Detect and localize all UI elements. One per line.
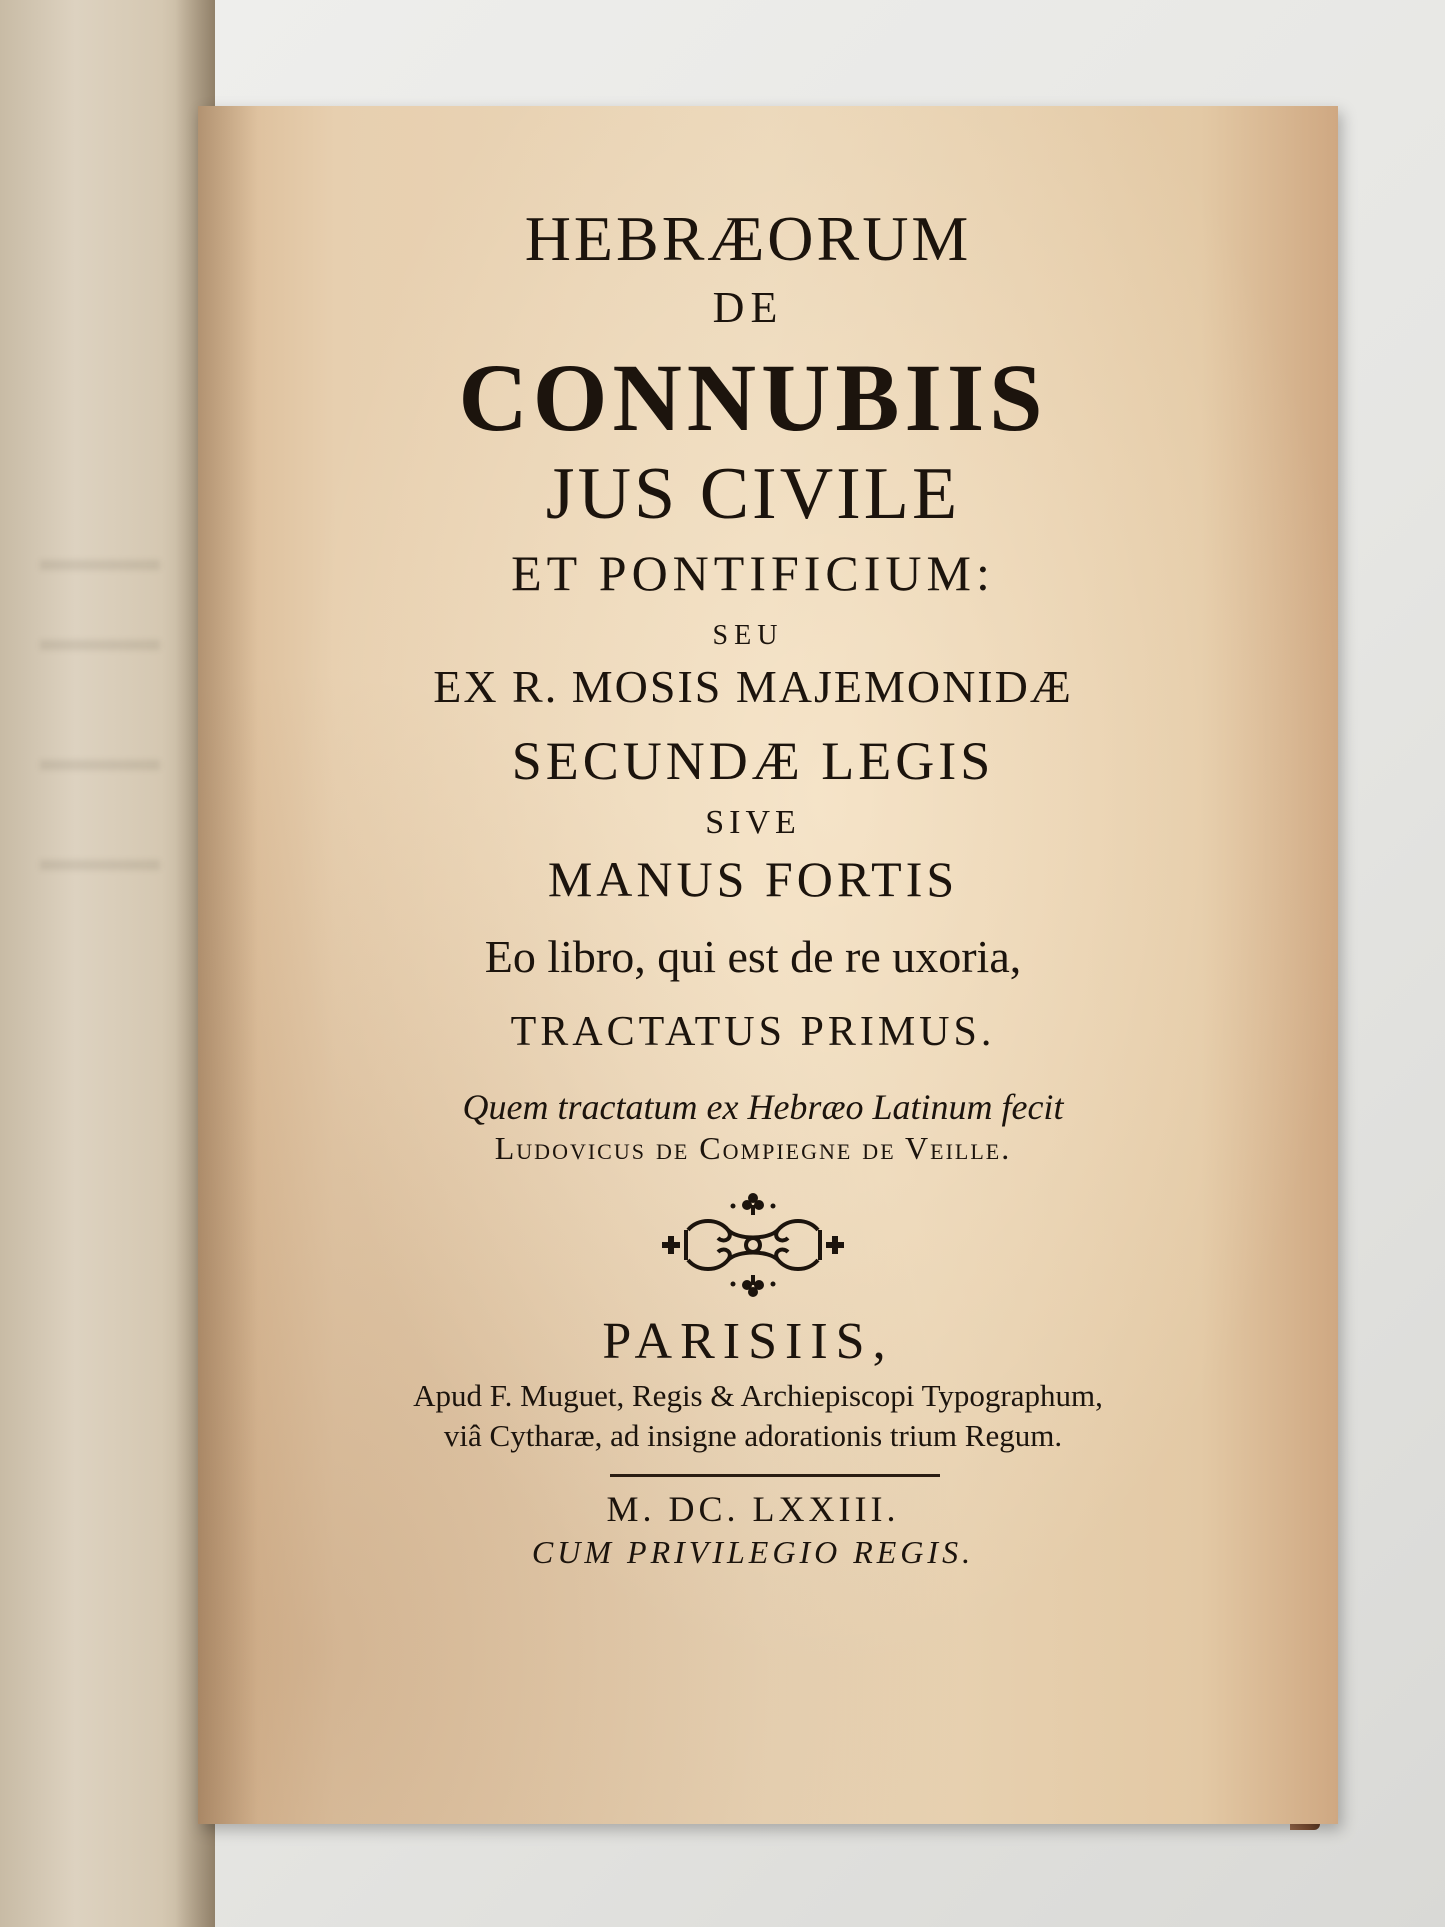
privilege-line: CUM PRIVILEGIO REGIS. <box>531 1534 975 1570</box>
imprint-printer-line: Apud F. Muguet, Regis & Archiepiscopi Typographum, <box>413 1378 1103 1413</box>
title-line-seu: SEU <box>712 620 784 651</box>
title-line-de: DE <box>712 283 784 332</box>
imprint-place: PARISIIS, <box>602 1313 894 1370</box>
title-line-et-pontificium: ET PONTIFICIUM: <box>511 545 995 601</box>
imprint-address-line: viâ Cytharæ, ad insigne adorationis trium Regum. <box>443 1418 1063 1453</box>
show-through-mark <box>40 640 160 650</box>
title-line-secundae-legis: SECUNDÆ LEGIS <box>511 731 995 791</box>
title-line-manus-fortis: MANUS FORTIS <box>547 851 959 907</box>
translator-name: Ludovicus de Compiegne de Veille. <box>494 1130 1012 1166</box>
show-through-mark <box>40 860 160 870</box>
show-through-mark <box>40 560 160 570</box>
title-line-jus-civile: JUS CIVILE <box>545 453 961 535</box>
title-line-tractatus-primus: TRACTATUS PRIMUS. <box>510 1009 996 1055</box>
divider-rule <box>610 1474 940 1477</box>
fleuron-icon <box>658 1190 848 1300</box>
title-page <box>198 106 1338 1824</box>
title-line-hebraeorum: HEBRÆORUM <box>524 203 972 274</box>
show-through-mark <box>40 760 160 770</box>
title-line-sive: SIVE <box>705 804 801 841</box>
printers-ornament <box>168 1190 1338 1300</box>
title-line-eo-libro: Eo libro, qui est de re uxoria, <box>484 931 1022 982</box>
title-line-majemonidae: EX R. MOSIS MAJEMONIDÆ <box>433 661 1073 712</box>
title-line-connubiis: CONNUBIIS <box>458 344 1048 451</box>
imprint-year: M. DC. LXXIII. <box>606 1489 900 1529</box>
translator-credit-line: Quem tractatum ex Hebræo Latinum fecit <box>462 1087 1064 1127</box>
